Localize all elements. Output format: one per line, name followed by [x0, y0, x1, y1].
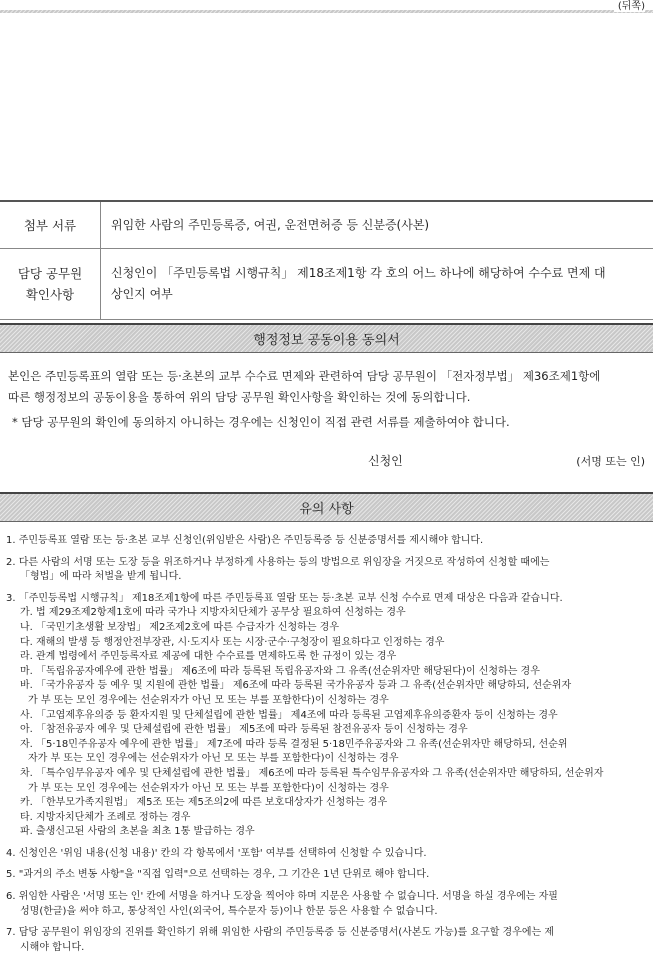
back-side-label: (뒤쪽) [614, 0, 645, 12]
consent-section-header [0, 323, 653, 353]
attachment-row [0, 202, 653, 249]
official-confirmation-label-line1: 담당 공무원 [17, 266, 83, 281]
list-item: 마. 「독립유공자예우에 관한 법률」 제6조에 따라 등록된 독립유공자와 그 유족(선순위자만 해당된다)이 신청하는 경우 [20, 665, 540, 677]
list-item: 바. 「국가유공자 등 예우 및 지원에 관한 법률」 제6조에 따라 등록된 국가유공자 등과 그 유족(선순위자만 해당하되, 선순위자 [20, 680, 572, 692]
list-item: 라. 관계 법령에서 주민등록자료 제공에 대한 수수료를 면제하도록 한 규정이 있는 경우 [20, 651, 397, 663]
official-confirmation-value-line2: 상인지 여부 [111, 287, 173, 301]
list-item: 차. 「특수임무유공자 예우 및 단체설립에 관한 법률」 제6조에 따라 등록된 특수임무유공자와 그 유족(선순위자만 해당하되, 선순위자 [20, 767, 604, 779]
note-line: 6. 위임한 사람은 '서명 또는 인' 칸에 서명을 하거나 도장을 찍어야 하며 지문은 사용할 수 없습니다. 서명을 하실 경우에는 자필 [6, 891, 558, 903]
list-item-continuation: 자가 부 또는 모인 경우에는 선순위자가 아닌 모 또는 부를 포함한다)이 신청하는 경우 [28, 753, 399, 765]
fee-exemption-list [6, 606, 648, 840]
list-item: 타. 지방자치단체가 조례로 정하는 경우 [20, 811, 191, 823]
consent-body-line1: 본인은 주민등록표의 열람 또는 등·초본의 교부 수수료 면제와 관련하여 담당 공무원이 「전자정부법」 제36조제1항에 [8, 369, 601, 383]
note-line: 시해야 합니다. [20, 941, 85, 953]
list-item-continuation: 가 부 또는 모인 경우에는 선순위자가 아닌 모 또는 부를 포함한다)이 신청하는 경우 [28, 782, 389, 794]
note-line: 「형법」에 따라 처벌을 받게 됩니다. [20, 571, 182, 583]
list-item: 자. 「5·18민주유공자 예우에 관한 법률」 제7조에 따라 등록 결정된 5·18민주유공자와 그 유족(선순위자만 해당하되, 선순위 [20, 738, 568, 750]
note-item [6, 890, 648, 919]
consent-body-line2: 따른 행정정보의 공동이용을 통하여 위의 담당 공무원 확인사항을 확인하는 것에 동의합니다. [8, 390, 471, 404]
note-line: 2. 다른 사람의 서명 또는 도장 등을 위조하거나 부정하게 사용하는 등의 방법으로 위임장을 거짓으로 작성하여 신청할 때에는 [6, 556, 550, 568]
list-item: 아. 「참전유공자 예우 및 단체설립에 관한 법률」 제5조에 따라 등록된 참전유공자 등이 신청하는 경우 [20, 724, 468, 736]
consent-footnote: * 담당 공무원의 확인에 동의하지 아니하는 경우에는 신청인이 직접 관련 서류를 제출하여야 합니다. [12, 415, 510, 429]
official-confirmation-label-line2: 확인사항 [25, 287, 75, 302]
note-item [6, 556, 648, 585]
list-item: 파. 출생신고된 사람의 초본을 최초 1통 발급하는 경우 [20, 826, 255, 838]
attachment-value: 위임한 사람의 주민등록증, 여권, 운전면허증 등 신분증(사본) [111, 217, 430, 232]
official-confirmation-value-line1: 신청인이 「주민등록법 시행규칙」 제18조제1항 각 호의 어느 하나에 해당하여 수수료 면제 대 [111, 266, 606, 280]
note-item [6, 592, 648, 840]
list-item: 나. 「국민기초생활 보장법」 제2조제2호에 따른 수급자가 신청하는 경우 [20, 621, 339, 633]
note-line: 3. 「주민등록법 시행규칙」 제18조제1항에 따른 주민등록표 열람 또는 등·초본 교부 신청 수수료 면제 대상은 다음과 같습니다. [6, 592, 563, 604]
notes-list [6, 534, 648, 962]
official-confirmation-row [0, 249, 653, 320]
official-confirmation-label [0, 249, 101, 319]
consent-body [8, 366, 648, 408]
list-item: 사. 「고엽제후유의증 등 환자지원 및 단체설립에 관한 법률」 제4조에 따라 등록된 고엽제후유의증환자 등이 신청하는 경우 [20, 709, 558, 721]
note-item: 1. 주민등록표 열람 또는 등·초본 교부 신청인(위임받은 사람)은 주민등록증 등 신분증명서를 제시해야 합니다. [6, 535, 484, 546]
list-item: 다. 재해의 발생 등 행정안전부장관, 시·도지사 또는 시장·군수·구청장이 필요하다고 인정하는 경우 [20, 636, 445, 648]
list-item-continuation: 가 부 또는 모인 경우에는 선순위자가 아닌 모 또는 부를 포함한다)이 신청하는 경우 [28, 694, 389, 706]
notes-title: 유의 사항 [299, 502, 354, 517]
note-item: 4. 신청인은 '위임 내용(신청 내용)' 칸의 각 항목에서 '포함' 여부를 선택하여 신청할 수 있습니다. [6, 847, 427, 859]
consent-title: 행정정보 공동이용 동의서 [253, 333, 400, 348]
notes-section-header [0, 492, 653, 522]
official-confirmation-value [101, 249, 653, 319]
list-item: 카. 「한부모가족지원법」 제5조 또는 제5조의2에 따른 보호대상자가 신청하는 경우 [20, 797, 388, 809]
note-item [6, 926, 648, 955]
note-line: 7. 담당 공무원이 위임장의 진위를 확인하기 위해 위임한 사람의 주민등록증 등 신분증명서(사본도 가능)를 요구할 경우에는 제 [6, 927, 555, 939]
note-line: 성명(한글)을 써야 하고, 통상적인 사인(외국어, 특수문자 등)이나 한문 등은 사용할 수 없습니다. [20, 905, 438, 917]
top-border-rule [0, 10, 653, 13]
list-item: 가. 법 제29조제2항제1호에 따라 국가나 지방자치단체가 공무상 필요하여 신청하는 경우 [20, 607, 406, 619]
applicant-label: 신청인 [368, 454, 403, 468]
info-table [0, 200, 653, 320]
note-item: 5. "과거의 주소 변동 사항"을 "직접 입력"으로 선택하는 경우, 그 기간은 1년 단위로 해야 합니다. [6, 869, 430, 881]
signature-field[interactable]: (서명 또는 인) [576, 455, 645, 468]
attachment-label: 첨부 서류 [0, 202, 101, 248]
